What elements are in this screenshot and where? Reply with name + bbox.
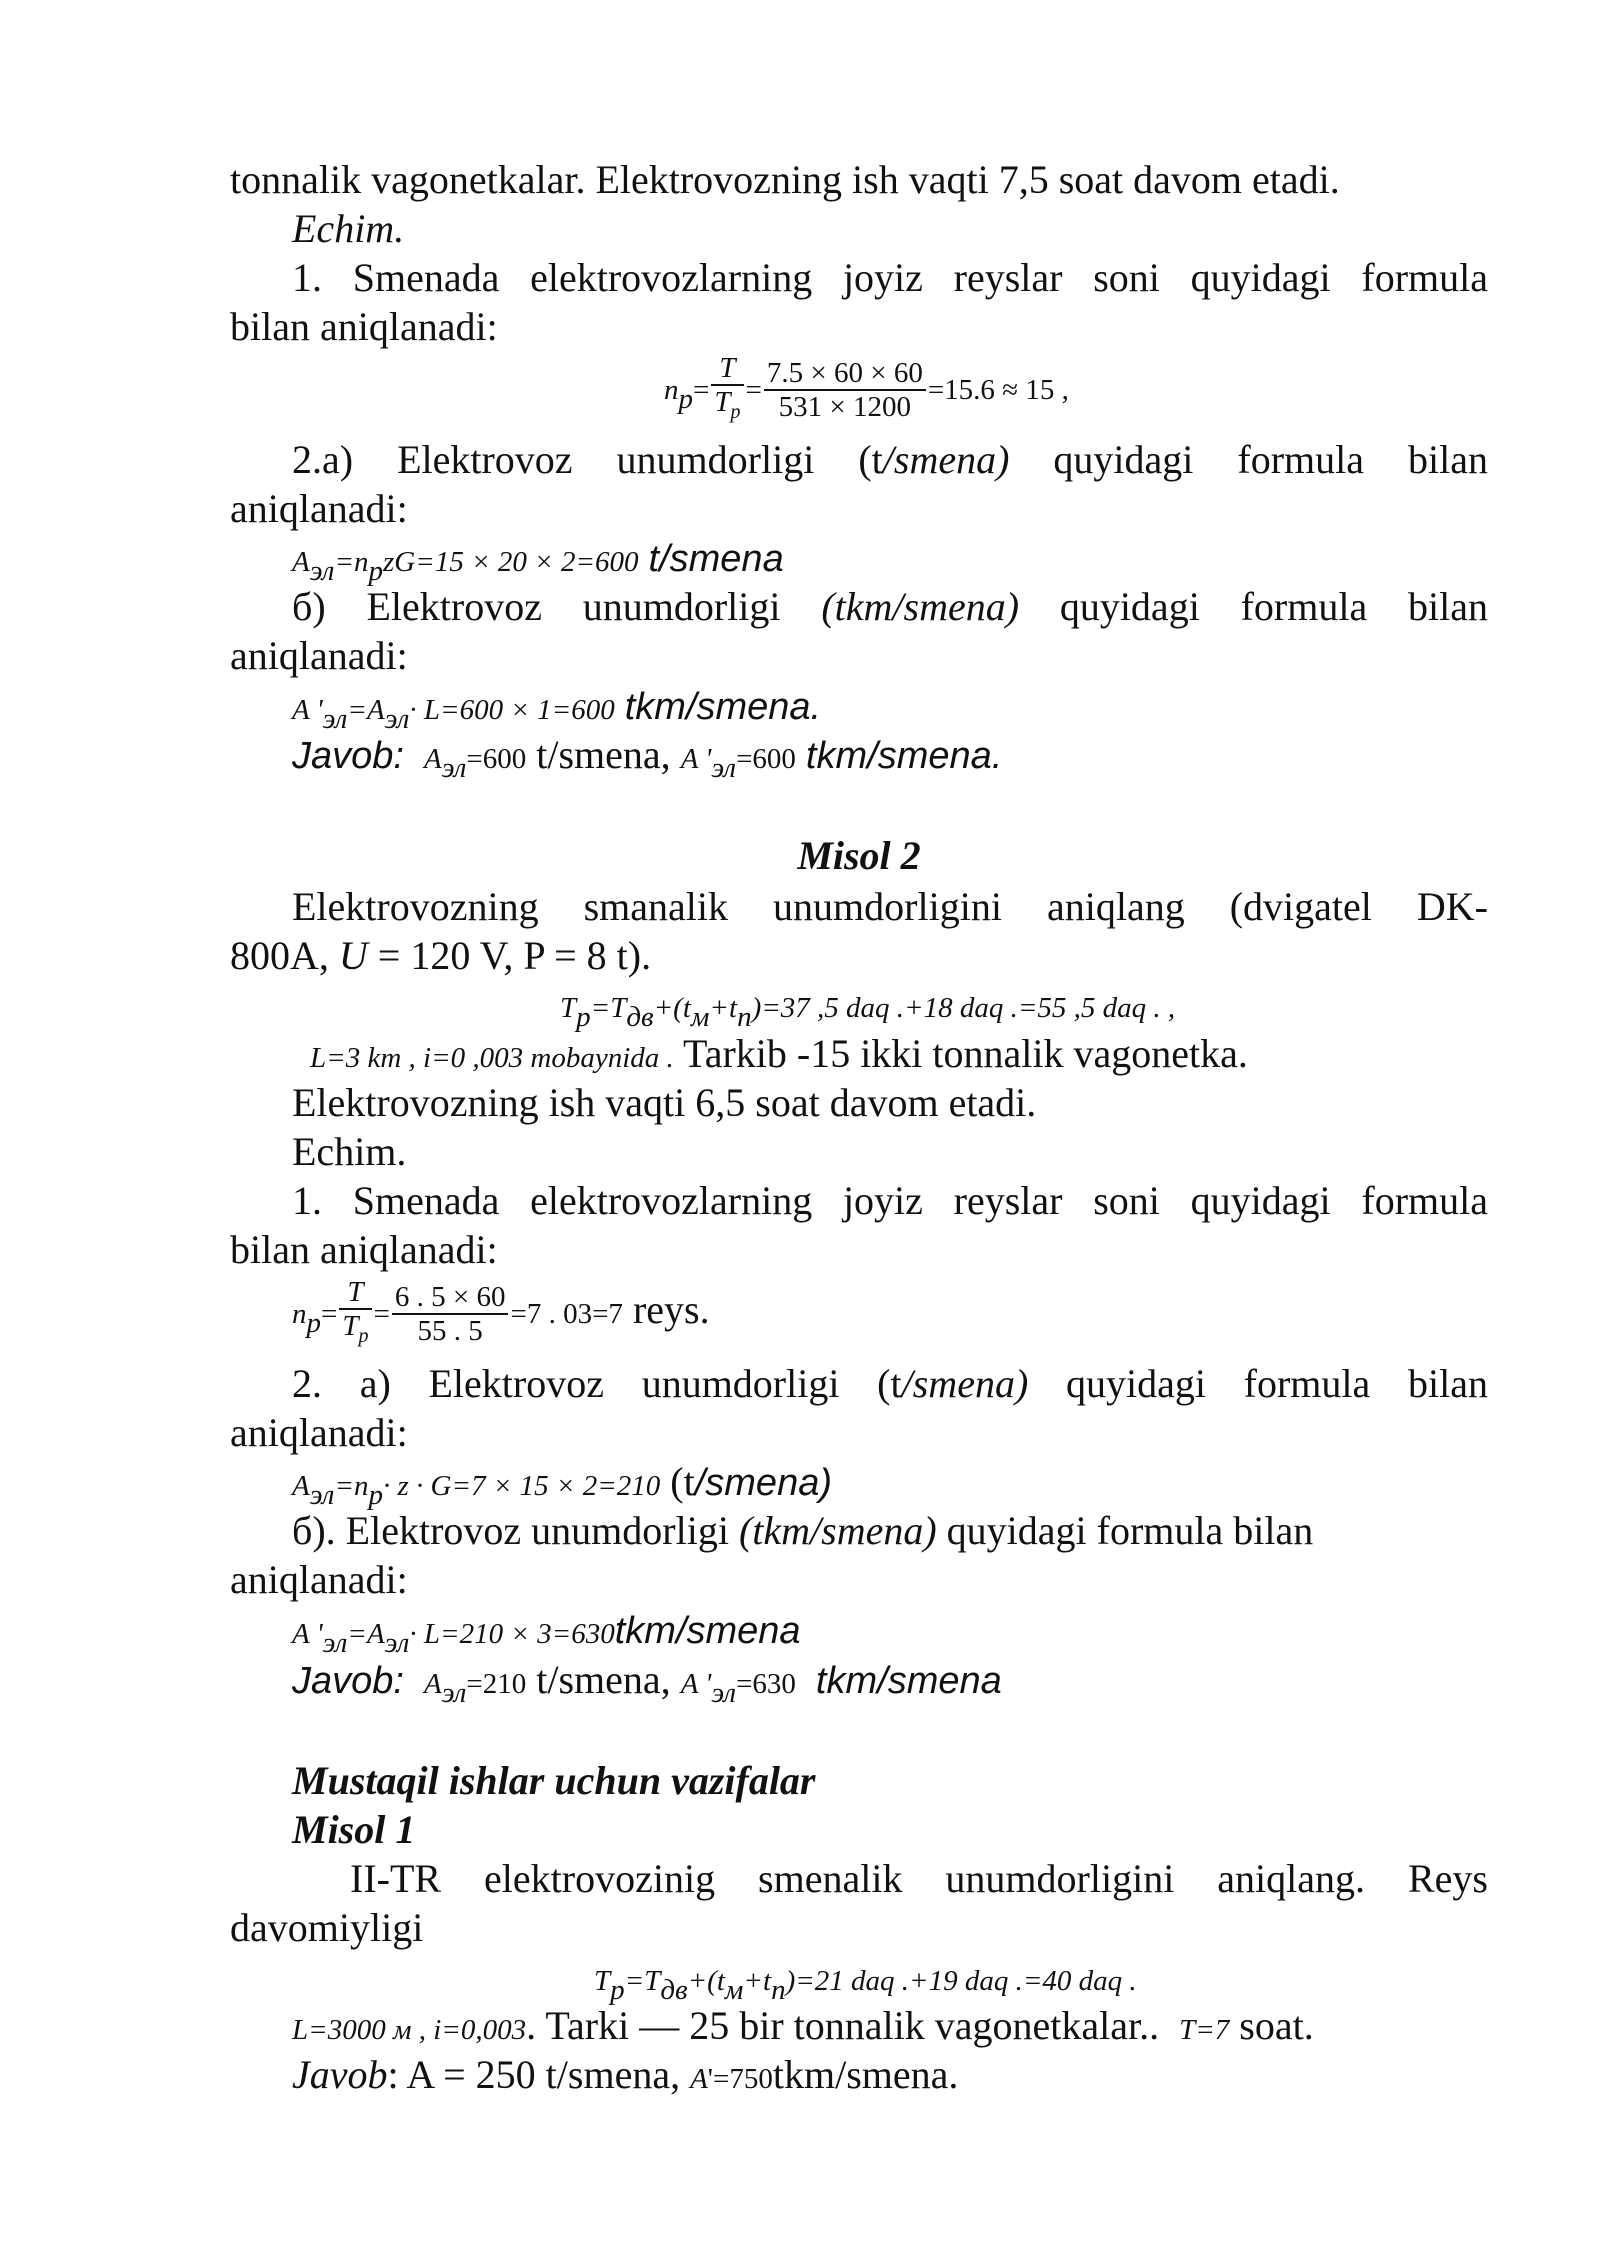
text-line: II-TR elektrovozinig smenalik unumdorligini aniqlang. Reys	[350, 1856, 1488, 1901]
formula-a-el-2: $A_{эл}=n_p\cdot z \cdot G=7 \times 15 \times 2=210$ (t/smena)	[292, 1459, 832, 1511]
formula-np-2: $n_p=$ $\frac{T}{T_p}$ = $\frac{6 . 5 \times 60}{55 . 5}$ =7 . 03=7 reys.	[292, 1276, 710, 1347]
text-line: aniqlanadi:	[230, 1410, 408, 1455]
text-line: L=3000 м , i=0,003. Tarki — 25 bir tonnalik vagonetkalar.. T=7 soat.	[292, 2003, 1314, 2048]
text-line: davomiyligi	[230, 1905, 424, 1950]
text-line: aniqlanadi:	[230, 1557, 408, 1602]
text-line: 800A, U = 120 V, P = 8 t).	[230, 933, 652, 978]
formula-a-prime-2: A '$_{эл}=A_{эл}\cdot L=210$ × 3=630tkm/smena	[292, 1610, 801, 1659]
text-line: aniqlanadi:	[230, 633, 408, 678]
formula-a-prime: A '$_{эл}=A_{эл}\cdot L=600 \times 1=600$ tkm/smena.	[292, 686, 822, 735]
text-line: Echim.	[292, 1129, 407, 1174]
text-line: bilan aniqlanadi:	[230, 304, 498, 349]
misol-1-heading: Misol 1	[292, 1807, 416, 1852]
answer-line-2: Javob: $A_{эл}=210$ t/smena, A '$_{эл}=630$ tkm/smena	[292, 1657, 1002, 1709]
formula-np: $n_p=$ $\frac{T}{T_p}$ = $\frac{7.5 \times 60 \times 60}{531 \times 1200}$ =15.6 ≈ 15 ,	[664, 352, 1069, 423]
text-line: L=3 km , i=0 ,003 mobaynida . Tarkib -15 ikki tonnalik vagonetka.	[310, 1031, 1248, 1076]
formula-a-el: $A_{эл}=n_pzG=15 \times 20 \times 2=600$ t/smena	[292, 538, 784, 587]
formula-tp-3: $T_p=T_{дв}+(t_м+t_п)=21$ daq .+19 daq .=40 daq .	[594, 1965, 1137, 2006]
text-line: tonnalik vagonetkalar. Elektrovozning ish vaqti 7,5 soat davom etadi.	[230, 157, 1340, 202]
text-line: 2. a) Elektrovoz unumdorligi (t/smena) quyidagi formula bilan	[292, 1361, 1488, 1406]
text-line: bilan aniqlanadi:	[230, 1227, 498, 1272]
section-heading: Mustaqil ishlar uchun vazifalar	[292, 1758, 816, 1803]
text-line: Elektrovozning smanalik unumdorligini aniqlang (dvigatel DK-	[292, 884, 1488, 929]
answer-line: Javob: $A_{эл}=600$ t/smena, A '$_{эл}=600$ tkm/smena.	[292, 732, 1003, 784]
answer-line-3: Javob: A = 250 t/smena, A'=750tkm/smena.	[292, 2052, 959, 2097]
text-line: 1. Smenada elektrovozlarning joyiz reyslar soni quyidagi formula	[292, 1178, 1488, 1223]
text-line: б) Elektrovoz unumdorligi (tkm/smena) quyidagi formula bilan	[292, 584, 1488, 629]
echim-heading: Echim.	[292, 206, 405, 251]
text-line: б). Elektrovoz unumdorligi (tkm/smena) quyidagi formula bilan	[292, 1508, 1314, 1553]
text-line: 2.a) Elektrovoz unumdorligi (t/smena) quyidagi formula bilan	[292, 437, 1488, 482]
text-line: 1. Smenada elektrovozlarning joyiz reyslar soni quyidagi formula	[292, 255, 1488, 300]
text-line: Elektrovozning ish vaqti 6,5 soat davom etadi.	[292, 1080, 1037, 1125]
text-line: aniqlanadi:	[230, 486, 408, 531]
formula-tp: $T_p=T_{дв}+(t_м+t_п)=37$ ,5 daq .+18 daq .=55 ,5 daq . ,	[560, 992, 1176, 1033]
misol-2-heading: Misol 2	[797, 833, 921, 878]
